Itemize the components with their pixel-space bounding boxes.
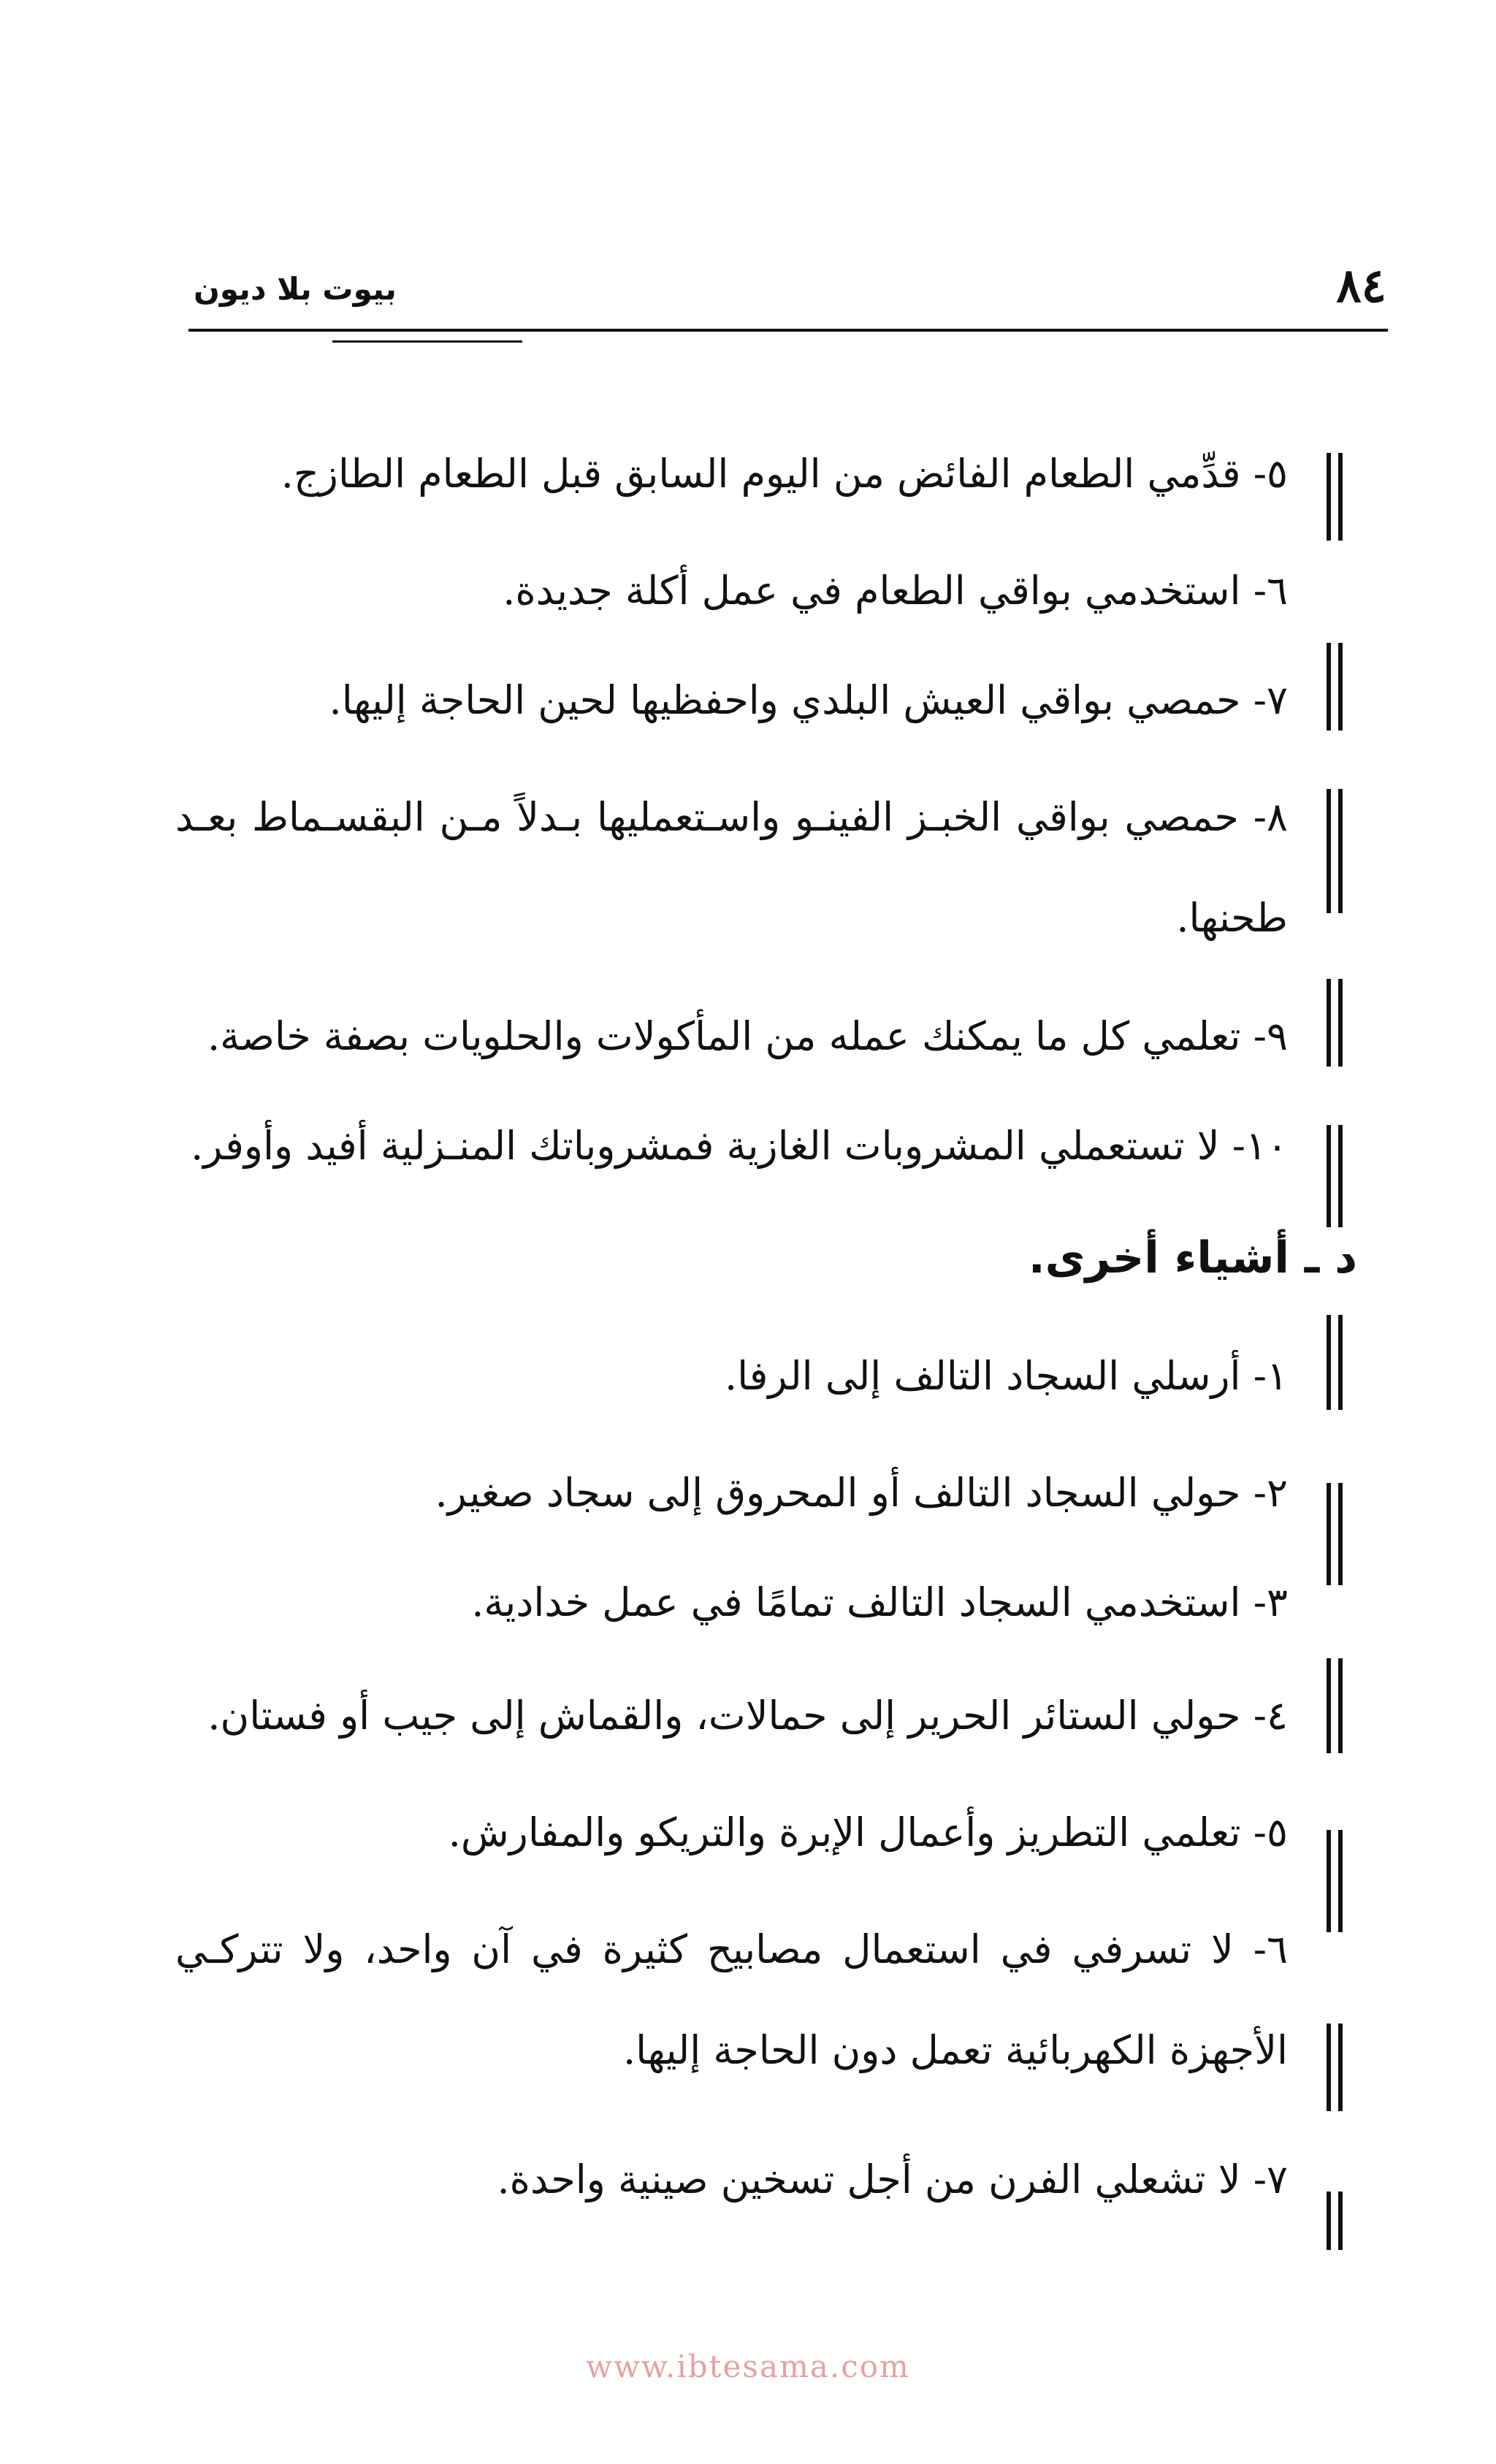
margin-bars	[1327, 1830, 1343, 1932]
section-heading: د ـ أشياء أخرى.	[1028, 1232, 1357, 1284]
list-item	[175, 1443, 1288, 1544]
margin-bars	[1327, 1125, 1343, 1227]
item-number: ٨-	[1253, 794, 1288, 840]
list-item	[175, 1552, 1288, 1653]
margin-bars	[1327, 2024, 1343, 2111]
margin-bars	[1327, 1658, 1343, 1753]
list-item	[175, 1782, 1288, 1883]
item-number: ١٠-	[1232, 1123, 1288, 1169]
margin-bars	[1327, 1315, 1343, 1410]
item-text: حولي السجاد التالف أو المحروق إلى سجاد صغير.	[435, 1470, 1241, 1516]
margin-bars	[1327, 643, 1343, 731]
item-text: استخدمي بواقي الطعام في عمل أكلة جديدة.	[503, 568, 1241, 614]
item-number: ٧-	[1253, 2156, 1288, 2202]
item-number: ٩-	[1253, 1013, 1288, 1059]
item-text: تعلمي كل ما يمكنك عمله من المأكولات والحلويات بصفة خاصة.	[207, 1013, 1241, 1059]
margin-bars	[1327, 1483, 1343, 1585]
margin-bars	[1327, 789, 1343, 913]
item-number: ٧-	[1253, 677, 1288, 723]
item-number: ٦-	[1253, 568, 1288, 614]
margin-bars	[1327, 2192, 1343, 2250]
item-text: لا تشعلي الفرن من أجل تسخين صينية واحدة.	[497, 2156, 1241, 2202]
header-rule-short	[332, 340, 522, 343]
list-item	[175, 2129, 1288, 2230]
item-text: استخدمي السجاد التالف تمامًا في عمل خدادية.	[471, 1579, 1241, 1625]
item-text: أرسلي السجاد التالف إلى الرفا.	[725, 1353, 1241, 1399]
list-item	[175, 650, 1288, 751]
list-item	[175, 424, 1288, 525]
list-item	[175, 1326, 1288, 1427]
watermark: www.ibtesama.com	[586, 2349, 910, 2384]
item-text: تعلمي التطريز وأعمال الإبرة والتريكو والمفارش.	[448, 1809, 1241, 1855]
header-rule	[188, 329, 1388, 332]
list-item	[175, 1899, 1288, 2101]
item-text: لا تسرفي في استعمال مصابيح كثيرة في آن واحد، ولا تتركـي الأجهزة الكهربائية تعمل دون الحاجة إليها.	[175, 1926, 1288, 2073]
item-number: ٢-	[1253, 1470, 1288, 1516]
item-number: ٥-	[1253, 451, 1288, 497]
item-number: ١-	[1253, 1353, 1288, 1399]
item-number: ٥-	[1253, 1809, 1288, 1855]
running-title: بيوت بلا ديون	[194, 271, 397, 307]
margin-bars	[1327, 453, 1343, 541]
list-item	[175, 986, 1288, 1087]
list-item	[175, 1096, 1288, 1197]
item-number: ٦-	[1253, 1926, 1288, 1972]
item-number: ٣-	[1253, 1579, 1288, 1625]
item-number: ٤-	[1253, 1693, 1288, 1739]
list-item	[175, 767, 1288, 969]
item-text: حمصي بواقي العيش البلدي واحفظيها لحين الحاجة إليها.	[329, 677, 1241, 723]
item-text: لا تستعملي المشروبات الغازية فمشروباتك المنـزلية أفيد وأوفر.	[191, 1123, 1220, 1169]
item-text: حمصي بواقي الخبـز الفينـو واسـتعمليها بـدلاً مـن البقسـماط بعـد طحنها.	[175, 794, 1288, 941]
item-text: حولي الستائر الحرير إلى حمالات، والقماش إلى جيب أو فستان.	[207, 1693, 1241, 1739]
list-item	[175, 541, 1288, 641]
page-number: ٨٤	[1336, 259, 1386, 313]
margin-bars	[1327, 979, 1343, 1067]
item-text: قدِّمي الطعام الفائض من اليوم السابق قبل الطعام الطازج.	[280, 451, 1241, 497]
list-item	[175, 1666, 1288, 1766]
